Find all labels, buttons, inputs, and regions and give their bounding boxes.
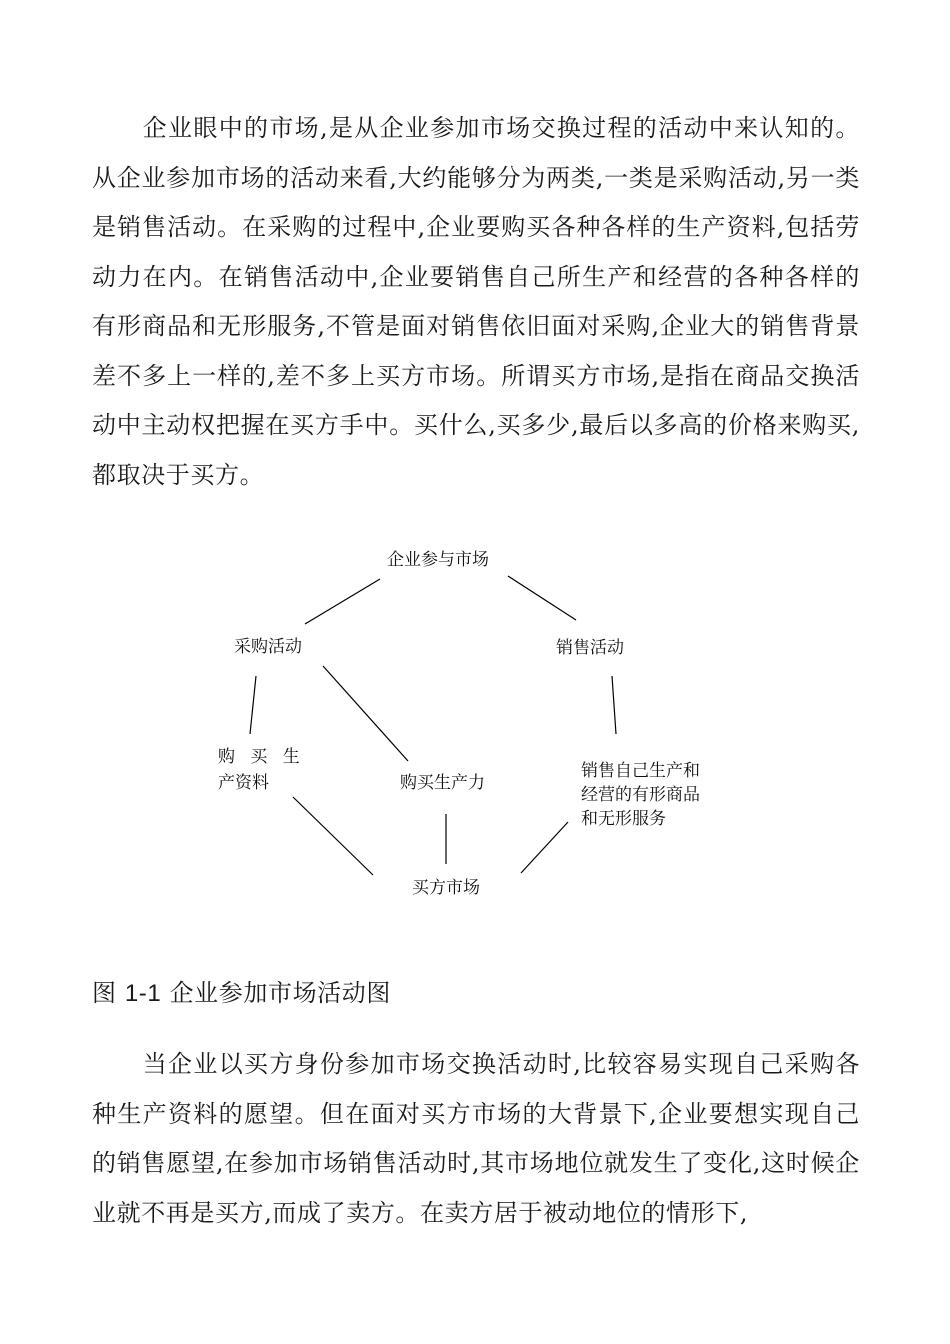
- line-purchase-to-materials: [250, 676, 256, 734]
- caption-text: 企业参加市场活动图: [169, 979, 391, 1007]
- line-top-to-purchase: [305, 579, 380, 624]
- node-enterprise-market: 企业参与市场: [387, 550, 489, 570]
- node-buy-productivity: 购买生产力: [400, 773, 485, 793]
- line-sales-to-sell-own: [612, 676, 616, 734]
- node-buy-materials-line2: 产资料: [218, 773, 269, 793]
- node-sell-own-line3: 和无形服务: [581, 809, 666, 829]
- paragraph-2-text: 当企业以买方身份参加市场交换活动时,比较容易实现自己采购各种生产资料的愿望。但在面对买方市场的大背景下,企业要想实现自己的销售愿望,在参加市场销售活动时,其市场地位就发生了变化,这时候企业就不再是买方,而成了卖方。在卖方居于被动地位的情形下,: [92, 1050, 860, 1227]
- node-sell-own-line2: 经营的有形商品: [581, 785, 700, 805]
- caption-label: 图: [92, 979, 117, 1007]
- node-purchase-activity: 采购活动: [234, 637, 302, 657]
- node-buy-materials-line1: 购 买 生: [218, 747, 305, 767]
- line-sell-own-to-market: [521, 822, 568, 873]
- line-top-to-sales: [508, 576, 576, 620]
- line-purchase-to-productivity: [323, 666, 408, 761]
- caption-number: 1-1: [124, 980, 162, 1007]
- figure-caption: [92, 975, 391, 1012]
- node-sell-own-line1: 销售自己生产和: [581, 761, 700, 781]
- node-sales-activity: 销售活动: [556, 638, 624, 658]
- node-buyer-market: 买方市场: [412, 878, 480, 898]
- line-materials-to-market: [293, 797, 373, 875]
- paragraph-2: [92, 1040, 860, 1238]
- paragraph-1-text: 企业眼中的市场,是从企业参加市场交换过程的活动中来认知的。从企业参加市场的活动来看,大约能够分为两类,一类是采购活动,另一类是销售活动。在采购的过程中,企业要购买各种各样的生产资料,包括劳动力在内。在销售活动中,企业要销售自己所生产和经营的各种各样的有形商品和无形服务,不管是面对销售依旧面对采购,企业大的销售背景差不多上一样的,差不多上买方市场。所谓买方市场,是指在商品交换活动中主动权把握在买方手中。买什么,买多少,最后以多高的价格来购买,都取决于买方。: [92, 114, 860, 489]
